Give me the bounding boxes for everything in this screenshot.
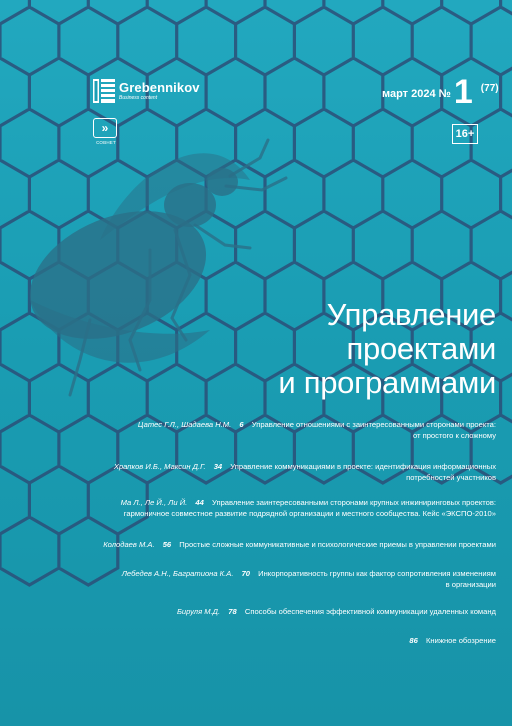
toc-title: Простые сложные коммуникативные и психологические приемы в управлении проектами — [179, 540, 496, 549]
journal-title-line: и программами — [278, 365, 496, 400]
sovnet-label: СОВНЕТ — [96, 140, 116, 145]
toc-entry — [0, 497, 496, 519]
toc-page: 56 — [162, 540, 172, 549]
toc-entry — [0, 419, 496, 441]
toc-authors: Цатес Г.Л., Шадаева Н.М. — [137, 420, 232, 429]
toc-page: 34 — [213, 462, 223, 471]
toc-entry — [0, 461, 496, 483]
toc-title: гармоничное совместное развитие подрядной организации и местного сообщества. Кейс «ЭКСПО-2010» — [123, 509, 496, 518]
issue-date: март 2024 — [382, 88, 436, 100]
toc-authors: Лебедев А.Н., Багратиона К.А. — [121, 569, 234, 578]
issue-number: 1 — [453, 73, 473, 111]
sovnet-arrows-icon: » — [93, 118, 117, 138]
toc-title: Книжное обозрение — [426, 636, 496, 645]
toc-authors: Бируля М.Д. — [176, 607, 221, 616]
age-rating-badge: 16+ — [452, 124, 478, 144]
issue-no-sign: № — [438, 88, 451, 100]
toc-entry — [0, 539, 496, 550]
toc-entry — [0, 606, 496, 617]
toc-title: Управление отношениями с заинтересованными сторонами проекта: — [251, 420, 496, 429]
toc-title: от простого к сложному — [412, 431, 496, 440]
publisher-logo — [93, 78, 200, 104]
toc-page: 78 — [228, 607, 237, 616]
publisher-logo-icon — [93, 79, 115, 103]
journal-title — [236, 298, 496, 400]
sovnet-logo — [93, 118, 119, 148]
publisher-name: Grebennikov — [119, 80, 200, 95]
toc-title: потребностей участников — [406, 473, 496, 482]
toc-page: 44 — [195, 498, 204, 507]
toc-title: в организации — [445, 580, 496, 589]
issue-info — [382, 73, 502, 111]
toc-page: 6 — [239, 420, 244, 429]
toc-authors: Ма Л., Ле Й., Ли Й. — [120, 498, 188, 507]
toc-title: Способы обеспечения эффективной коммуникации удаленных команд — [244, 607, 496, 616]
toc-authors: Колодаев М.А. — [103, 540, 155, 549]
toc-authors: Храпков И.Б., Максин Д.Г. — [113, 462, 206, 471]
publisher-tagline: Business content — [119, 95, 158, 101]
toc-page: 70 — [241, 569, 251, 578]
toc-title: Инкорпоративность группы как фактор сопротивления изменениям — [258, 569, 496, 578]
journal-title-line: Управление — [326, 297, 496, 332]
toc-entry — [0, 635, 496, 646]
toc-title: Управление коммуникациями в проекте: идентификация информационных — [230, 462, 496, 471]
issue-total: (77) — [480, 83, 499, 94]
journal-title-line: проектами — [346, 331, 496, 366]
toc-page: 86 — [409, 636, 418, 645]
toc-entry — [0, 568, 496, 590]
toc-title: Управление заинтересованными сторонами крупных инжиниринговых проектов: — [211, 498, 496, 507]
